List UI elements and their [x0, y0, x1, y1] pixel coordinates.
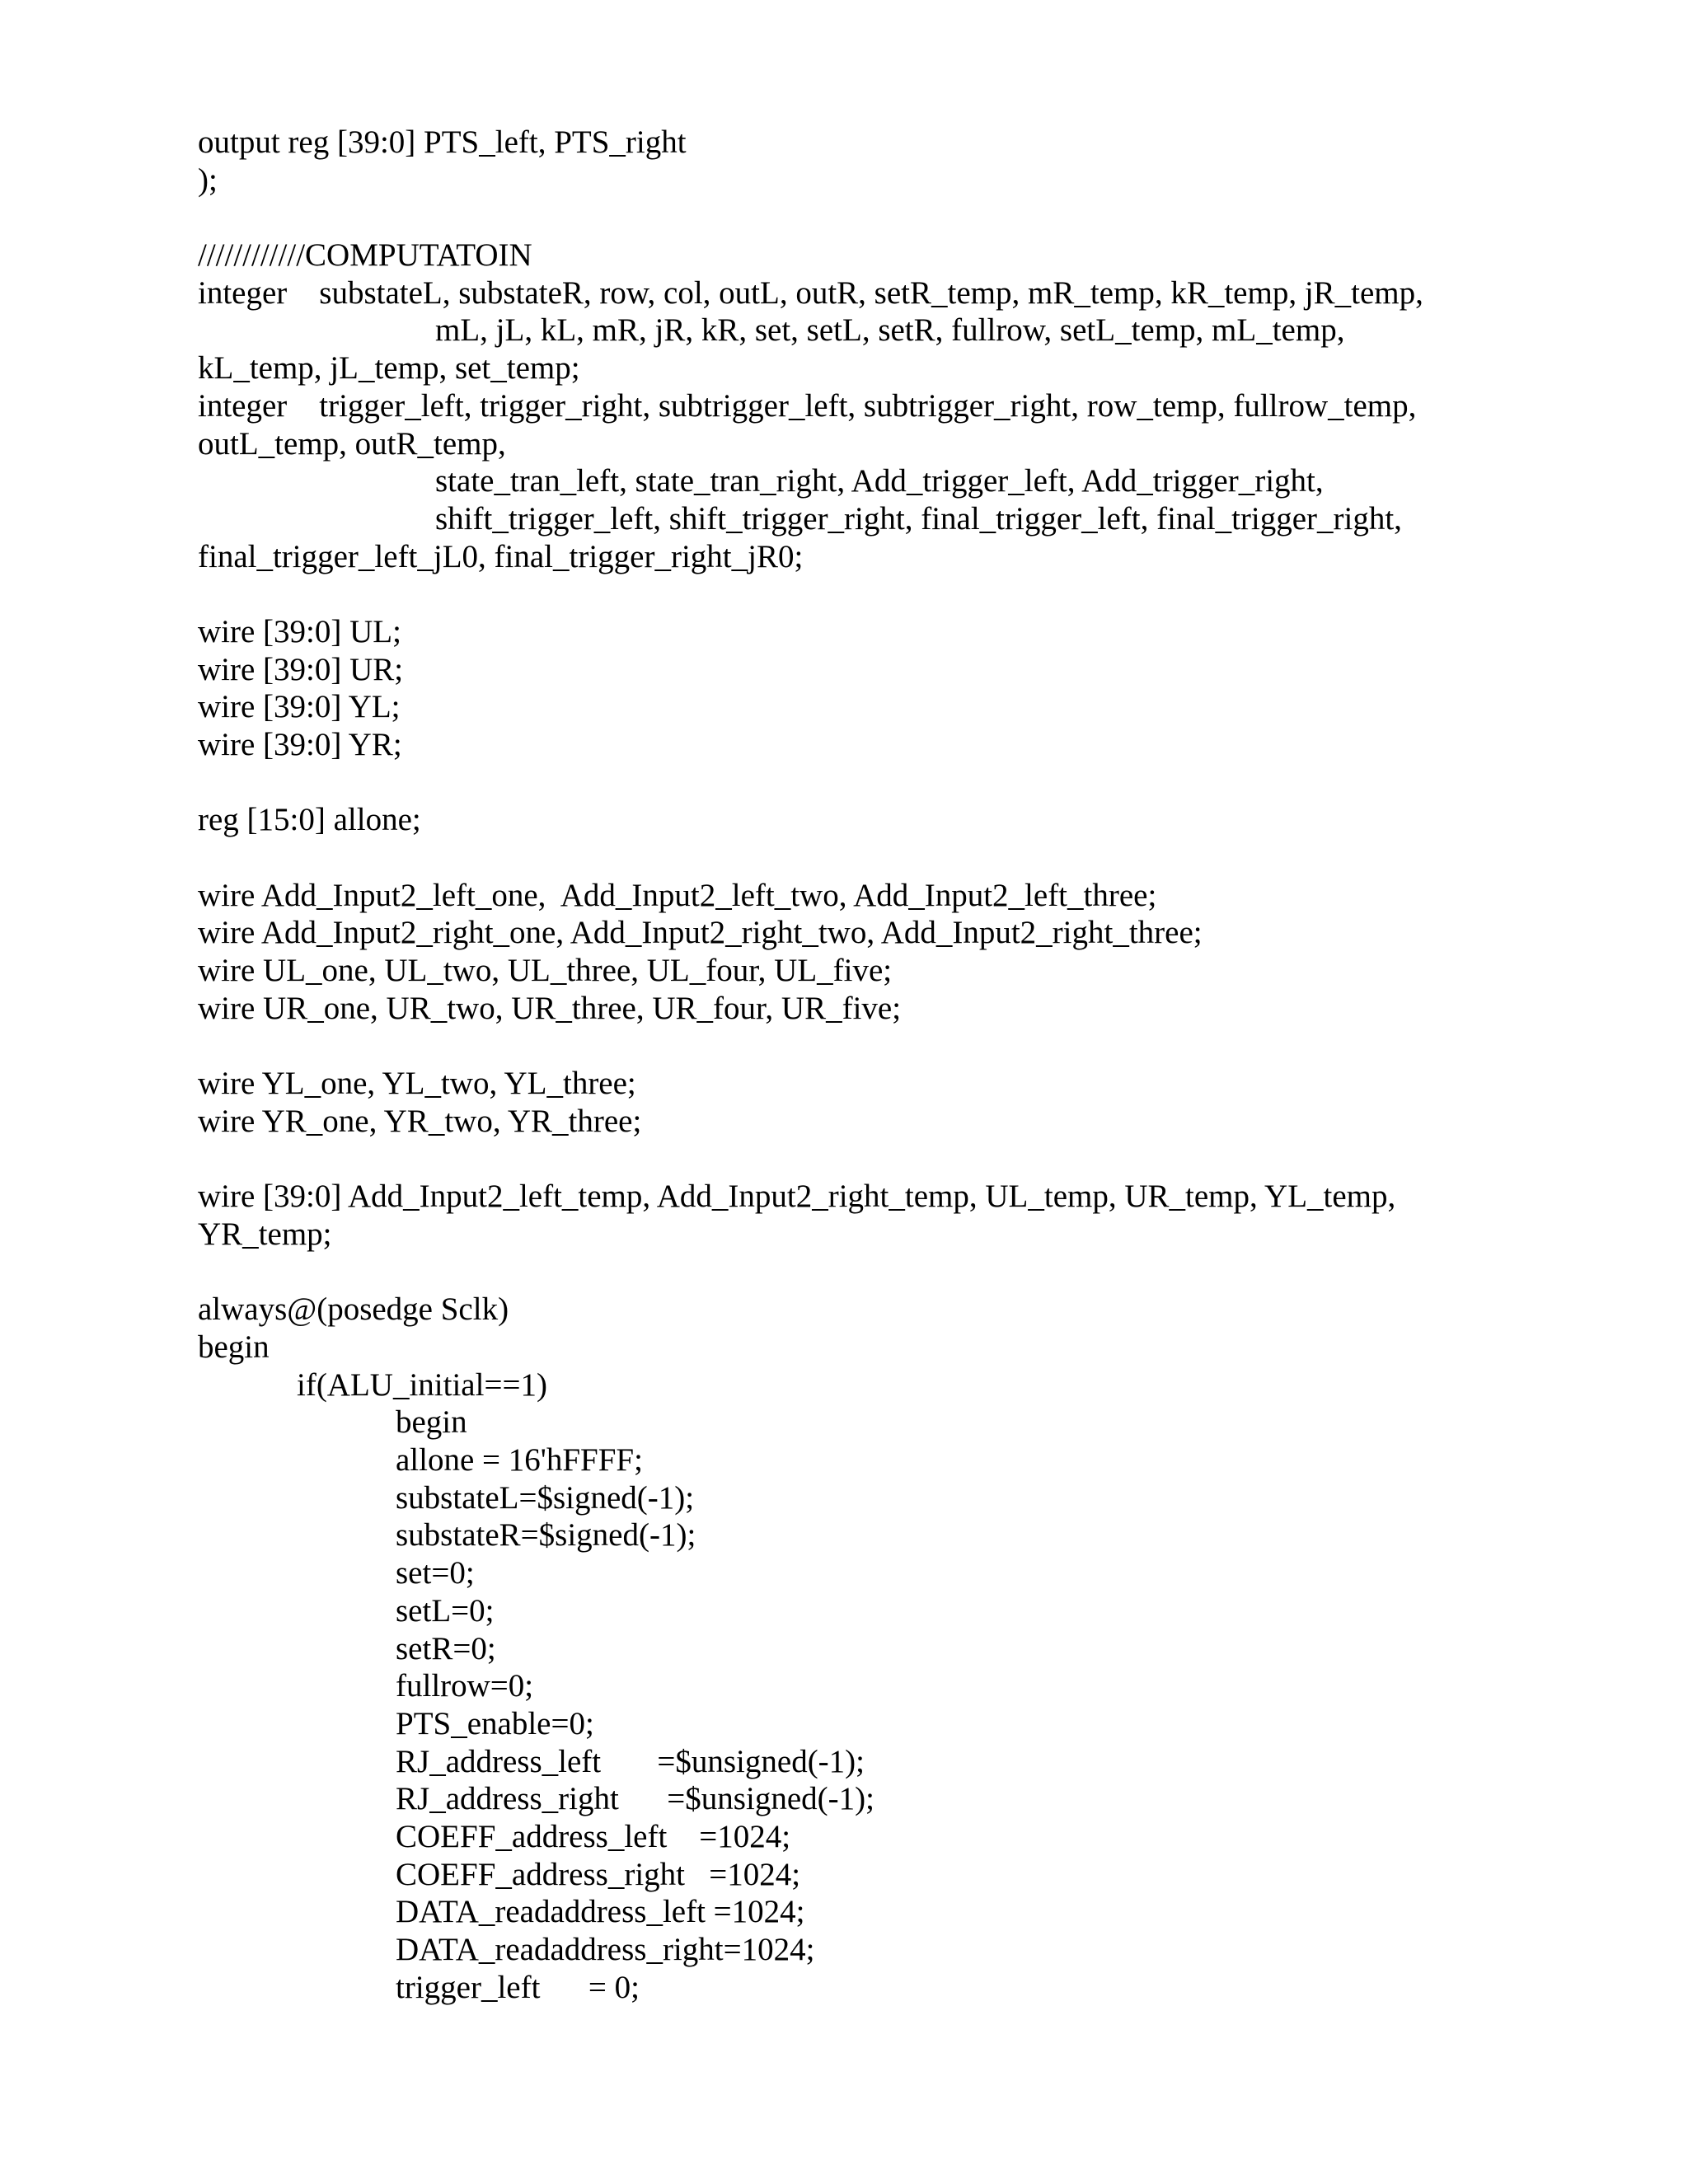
code-line: kL_temp, jL_temp, set_temp;: [198, 350, 580, 387]
code-line: begin: [198, 1329, 270, 1365]
code-line: shift_trigger_left, shift_trigger_right, final_trigger_left, final_trigger_right,: [435, 500, 1402, 537]
verilog-code-block: [198, 124, 1566, 2006]
section-comment: ////////////COMPUTATOIN: [198, 237, 532, 274]
code-line: COEFF_address_left =1024;: [396, 1818, 791, 1854]
code-line: begin: [396, 1404, 467, 1441]
code-line: trigger_left = 0;: [396, 1969, 640, 2005]
code-line: output reg [39:0] PTS_left, PTS_right: [198, 124, 687, 160]
blank-line: [198, 1028, 1566, 1066]
blank-line: [198, 1141, 1566, 1179]
code-line: PTS_enable=0;: [396, 1705, 594, 1741]
code-line: wire [39:0] YL;: [198, 689, 401, 725]
code-line: );: [198, 162, 218, 198]
code-line: always@(posedge Sclk): [198, 1291, 509, 1328]
code-line: integer trigger_left, trigger_right, subtrigger_left, subtrigger_right, row_temp, fullrow_temp,: [198, 387, 1417, 424]
code-line: DATA_readaddress_left =1024;: [396, 1894, 805, 1930]
code-line: RJ_address_right =$unsigned(-1);: [396, 1781, 874, 1817]
code-line: allone = 16'hFFFF;: [396, 1442, 643, 1479]
code-line: DATA_readaddress_right=1024;: [396, 1932, 815, 1967]
blank-line: [198, 839, 1566, 877]
code-line: wire Add_Input2_right_one, Add_Input2_right_two, Add_Input2_right_three;: [198, 915, 1203, 951]
code-line: setR=0;: [396, 1630, 496, 1666]
blank-line: [198, 199, 1566, 237]
code-line: wire YL_one, YL_two, YL_three;: [198, 1066, 636, 1102]
blank-line: [198, 575, 1566, 613]
code-line: wire UR_one, UR_two, UR_three, UR_four, UR_five;: [198, 990, 902, 1026]
code-line: wire UL_one, UL_two, UL_three, UL_four, UL_five;: [198, 953, 893, 989]
code-line: substateL=$signed(-1);: [396, 1479, 695, 1516]
code-line: reg [15:0] allone;: [198, 802, 421, 838]
blank-line: [198, 764, 1566, 802]
code-line: mL, jL, kL, mR, jR, kR, set, setL, setR, fullrow, setL_temp, mL_temp,: [435, 312, 1345, 349]
code-line: substateR=$signed(-1);: [396, 1517, 696, 1554]
code-line: wire [39:0] YR;: [198, 727, 402, 762]
code-line: wire YR_one, YR_two, YR_three;: [198, 1103, 642, 1139]
code-line: outL_temp, outR_temp,: [198, 425, 506, 462]
code-line: wire [39:0] UL;: [198, 613, 401, 649]
code-line: wire [39:0] UR;: [198, 651, 404, 687]
code-line: if(ALU_initial==1): [297, 1366, 547, 1403]
code-line: wire [39:0] Add_Input2_left_temp, Add_Input2_right_temp, UL_temp, UR_temp, YL_temp,: [198, 1179, 1396, 1215]
code-line: final_trigger_left_jL0, final_trigger_right_jR0;: [198, 538, 804, 574]
code-line: YR_temp;: [198, 1216, 332, 1252]
code-line: integer substateL, substateR, row, col, outL, outR, setR_temp, mR_temp, kR_temp, jR_temp,: [198, 274, 1423, 311]
code-line: state_tran_left, state_tran_right, Add_trigger_left, Add_trigger_right,: [435, 463, 1324, 499]
code-line: COEFF_address_right =1024;: [396, 1856, 801, 1892]
code-line: setL=0;: [396, 1592, 495, 1629]
blank-line: [198, 1254, 1566, 1291]
code-line: set=0;: [396, 1555, 475, 1591]
code-line: fullrow=0;: [396, 1668, 534, 1704]
code-line: RJ_address_left =$unsigned(-1);: [396, 1743, 865, 1779]
code-line: wire Add_Input2_left_one, Add_Input2_left_two, Add_Input2_left_three;: [198, 877, 1157, 913]
